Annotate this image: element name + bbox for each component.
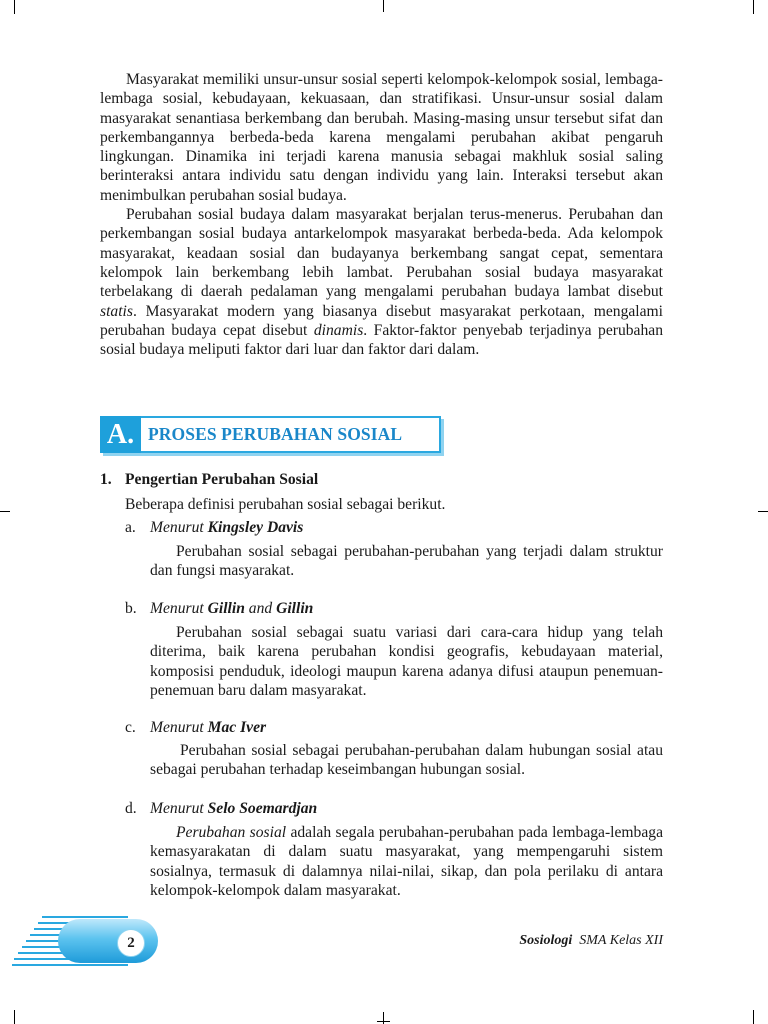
definition-d-term: Perubahan sosial (176, 824, 287, 841)
definition-b-name: Gillin (207, 600, 245, 617)
page-number: 2 (117, 929, 145, 957)
crop-mark-top-center (383, 0, 384, 12)
subsection-title: Pengertian Perubahan Sosial (125, 471, 319, 488)
crop-mark-bottom-center (383, 1012, 384, 1024)
crop-mark-top-left (14, 0, 15, 14)
definition-c-name: Mac Iver (207, 719, 267, 736)
subsection-number: 1. (100, 471, 112, 488)
definition-c-text: Perubahan sosial sebagai perubahan-perubahan dalam hubungan sosial atau sebagai perubahan terhadap keseimbangan hubungan sosial. (150, 742, 663, 779)
definition-d-text: Perubahan sosial adalah segala perubahan-perubahan pada lembaga-lembaga kemasyarakatan di dalam suatu masyarakat, yang mempengaruhi sistem sosialnya, termasuk di dalamnya nilai-nilai, sikap, dan pola perilaku di antara kelompok-kelompok dalam masyarakat. (150, 824, 663, 899)
book-title: Sosiologi (519, 933, 573, 948)
crop-mark-right-middle (758, 511, 768, 512)
intro-paragraph-2: Perubahan sosial budaya dalam masyarakat berjalan terus-menerus. Perubahan dan perkembangan sosial budaya antarkelompok masyarakat berbeda-beda. Ada kelompok masyarakat, keadaan sosial dan budayanya berkembang sangat cepat, sementara kelompok lain berkembang lebih lambat. Perubahan sosial budaya masyarakat terbelakang di daerah pedalaman yang mengalami perubahan budaya lambat disebut statis. Masyarakat modern yang biasanya disebut masyarakat perkotaan, mengalami perubahan budaya cepat disebut dinamis. Faktor-faktor penyebab terjadinya perubahan sosial budaya meliputi faktor dari luar dan faktor dari dalam. (100, 206, 663, 359)
definition-b-letter: b. (125, 600, 137, 617)
definition-a-heading: Menurut Kingsley Davis (150, 519, 304, 536)
definition-b-name2: Gillin (276, 600, 314, 617)
definition-c-letter: c. (125, 719, 136, 736)
intro-text (100, 70, 663, 359)
definition-d-name: Selo Soemardjan (207, 800, 318, 817)
crop-mark-bottom-right (753, 1010, 754, 1024)
crop-mark-top-right (753, 0, 754, 14)
term-statis: statis (100, 302, 133, 320)
running-footer (519, 933, 663, 949)
definition-a-name: Kingsley Davis (207, 519, 304, 536)
section-letter: A. (106, 419, 135, 450)
definition-c-heading: Menurut Mac Iver (150, 719, 267, 736)
crop-mark-left-middle (0, 511, 10, 512)
crop-mark-bottom-left (14, 1010, 15, 1024)
section-title: PROSES PERUBAHAN SOSIAL (148, 424, 403, 444)
book-subtitle: SMA Kelas XII (579, 933, 663, 948)
definition-d-letter: d. (125, 800, 137, 817)
term-dinamis: dinamis (313, 321, 364, 339)
definition-d-heading: Menurut Selo Soemardjan (150, 800, 318, 817)
definition-b-text: Perubahan sosial sebagai suatu variasi dari cara-cara hidup yang telah diterima, baik karena perubahan kondisi geografis, kebudayaan material, komposisi penduduk, ideologi maupun karena adanya difusi ataupun penemuan-penemuan baru dalam masyarakat. (150, 624, 663, 699)
section-header (100, 416, 443, 455)
definition-a-letter: a. (125, 519, 136, 536)
crop-mark-bottom-center-bar (377, 1021, 390, 1022)
intro-paragraph-1: Masyarakat memiliki unsur-unsur sosial seperti kelompok-kelompok sosial, lembaga-lembaga sosial, kebudayaan, kekuasaan, dan stratifikasi. Unsur-unsur sosial dalam masyarakat senantiasa berkembang dan berubah. Masing-masing unsur tersebut sifat dan perkembangannya berbeda-beda karena mengalami perubahan akibat pengaruh lingkungan. Dinamika ini terjadi karena manusia sebagai makhluk sosial saling berinteraksi antara individu satu dengan individu yang lain. Interaksi tersebut akan menimbulkan perubahan sosial budaya. (100, 71, 663, 204)
definition-b-heading: Menurut Gillin and Gillin (150, 600, 314, 617)
definition-a-text: Perubahan sosial sebagai perubahan-perubahan yang terjadi dalam struktur dan fungsi masyarakat. (150, 543, 663, 580)
subsection-intro: Beberapa definisi perubahan sosial sebagai berikut. (125, 496, 446, 513)
